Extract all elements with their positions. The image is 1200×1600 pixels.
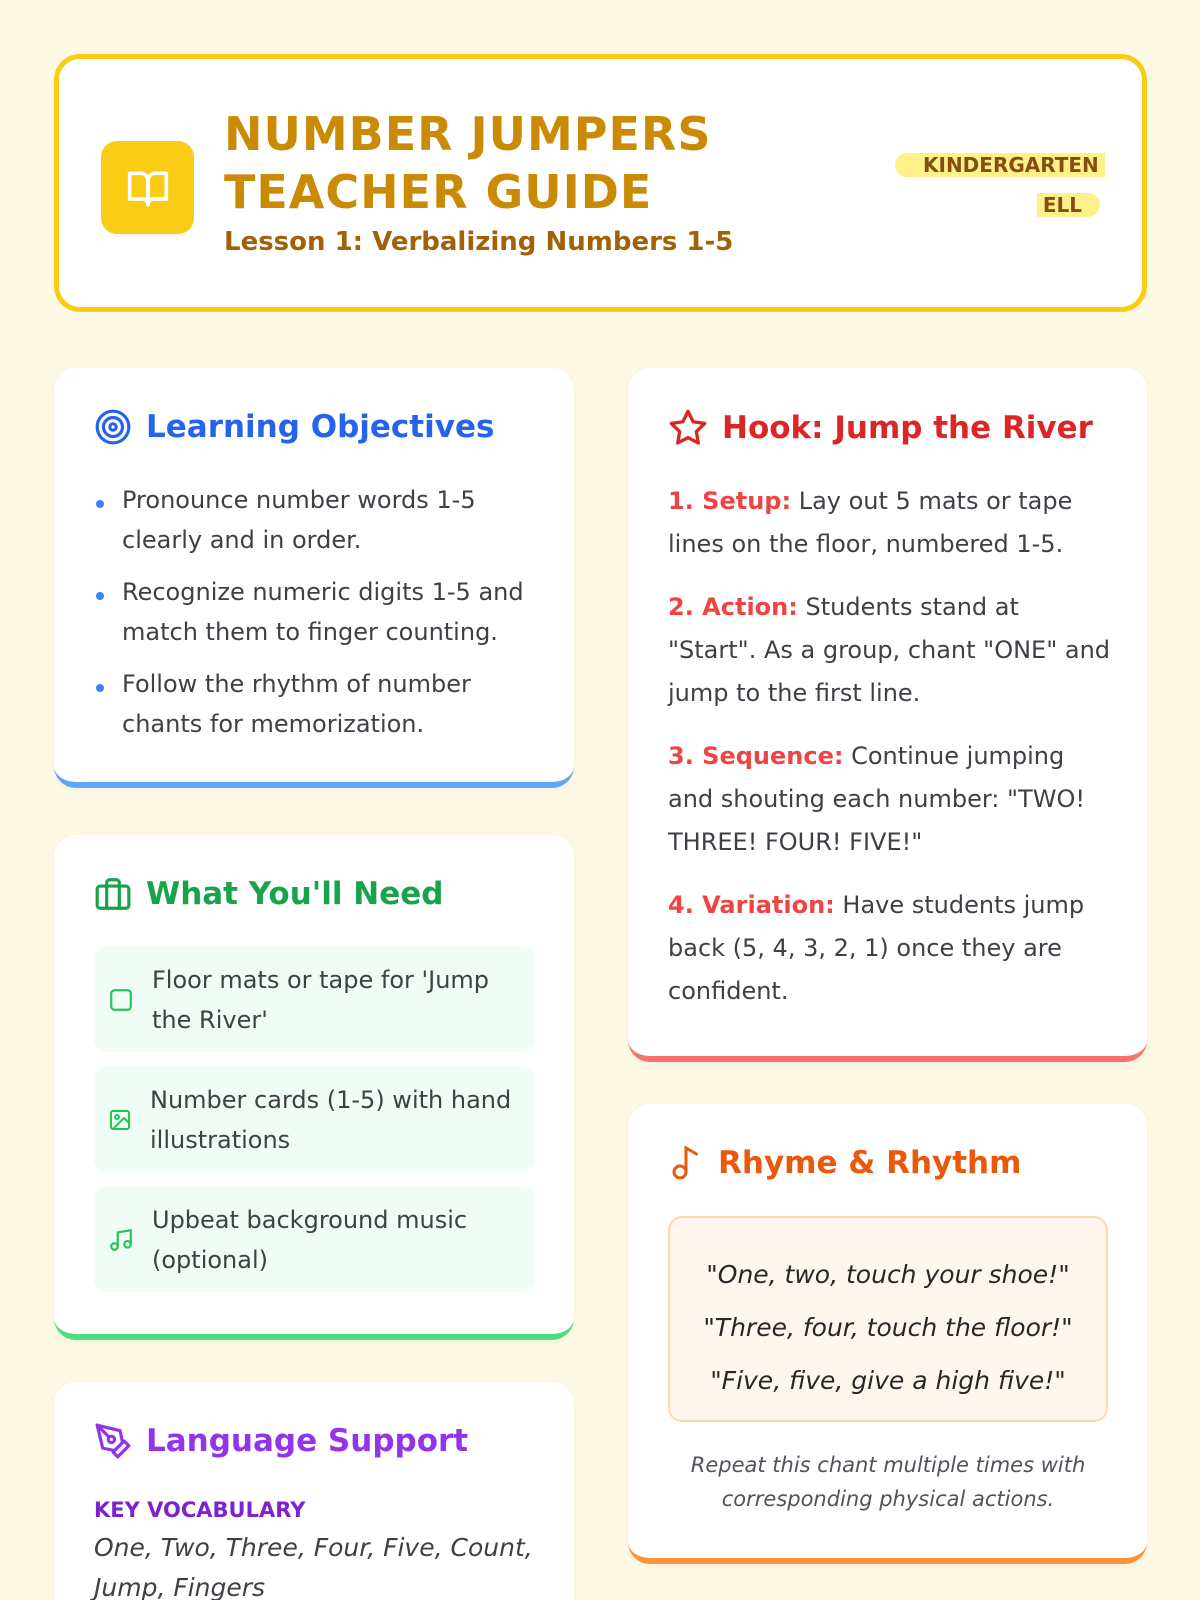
list-item: Pronounce number words 1-5 clearly and in order. (94, 480, 534, 560)
material-text: Number cards (1-5) with hand illustrations (150, 1085, 512, 1154)
step-text: Have students jump back (5, 4, 3, 2, 1) once they are confident. (668, 891, 1085, 1005)
square-icon (108, 987, 134, 1013)
open-book-icon (101, 141, 194, 234)
music-note-icon (668, 1144, 704, 1182)
hook-steps (668, 480, 1113, 1033)
materials-title: What You'll Need (146, 876, 444, 912)
rhyme-title: Rhyme & Rhythm (718, 1145, 1022, 1181)
rhyme-heading (668, 1144, 1021, 1182)
language-card (54, 1382, 574, 1600)
lesson-subtitle: Lesson 1: Verbalizing Numbers 1-5 (224, 227, 734, 257)
header-card (54, 54, 1147, 312)
briefcase-icon (94, 875, 132, 913)
list-item (94, 947, 534, 1052)
hook-card (628, 368, 1147, 1062)
vocab-label: KEY VOCABULARY (94, 1498, 306, 1522)
step-label: 2. Action: (668, 593, 798, 621)
hook-heading (668, 408, 1093, 448)
list-item (94, 1067, 534, 1172)
step-text: Students stand at "Start". As a group, chant "ONE" and jump to the first line. (668, 593, 1111, 707)
chant-line: "Three, four, touch the floor!" (703, 1313, 1073, 1342)
list-item: Follow the rhythm of number chants for memorization. (94, 664, 534, 744)
step-label: 3. Sequence: (668, 742, 844, 770)
objectives-heading (94, 408, 494, 446)
objectives-list (94, 480, 534, 756)
objectives-card (54, 368, 574, 788)
materials-heading (94, 875, 443, 913)
image-icon (108, 1108, 132, 1132)
step-label: 4. Variation: (668, 891, 835, 919)
page-title: NUMBER JUMPERS TEACHER GUIDE (224, 107, 712, 219)
grade-badge (895, 145, 1100, 225)
step-text: Continue jumping and shouting each number: "TWO! THREE! FOUR! FIVE!" (668, 742, 1085, 856)
list-item (94, 1187, 534, 1292)
materials-card (54, 835, 574, 1340)
chant-line: "One, two, touch your shoe!" (706, 1260, 1070, 1289)
badge-line-ell: ELL (1037, 193, 1100, 217)
star-icon (668, 408, 708, 448)
hook-title: Hook: Jump the River (722, 410, 1093, 446)
pen-icon (94, 1422, 132, 1460)
badge-line-grade: KINDERGARTEN (895, 153, 1105, 177)
music-icon (108, 1227, 134, 1253)
chant-line: "Five, five, give a high five!" (710, 1366, 1066, 1395)
hook-step (668, 586, 1113, 715)
language-title: Language Support (146, 1423, 469, 1459)
hook-step (668, 735, 1113, 864)
step-label: 1. Setup: (668, 487, 792, 515)
hook-step (668, 480, 1113, 566)
objectives-title: Learning Objectives (146, 409, 495, 445)
target-icon (94, 408, 132, 446)
language-heading (94, 1422, 468, 1460)
chant-box (668, 1216, 1108, 1422)
material-text: Floor mats or tape for 'Jump the River' (152, 965, 490, 1034)
step-text: Lay out 5 mats or tape lines on the floor, numbered 1-5. (668, 487, 1073, 558)
vocab-words: One, Two, Three, Four, Five, Count, Jump, Fingers (94, 1533, 533, 1600)
hook-step (668, 884, 1113, 1013)
chant-note: Repeat this chant multiple times with corresponding physical actions. (690, 1453, 1086, 1511)
material-text: Upbeat background music (optional) (152, 1205, 468, 1274)
list-item: Recognize numeric digits 1-5 and match them to finger counting. (94, 572, 534, 652)
rhyme-card (628, 1104, 1147, 1564)
